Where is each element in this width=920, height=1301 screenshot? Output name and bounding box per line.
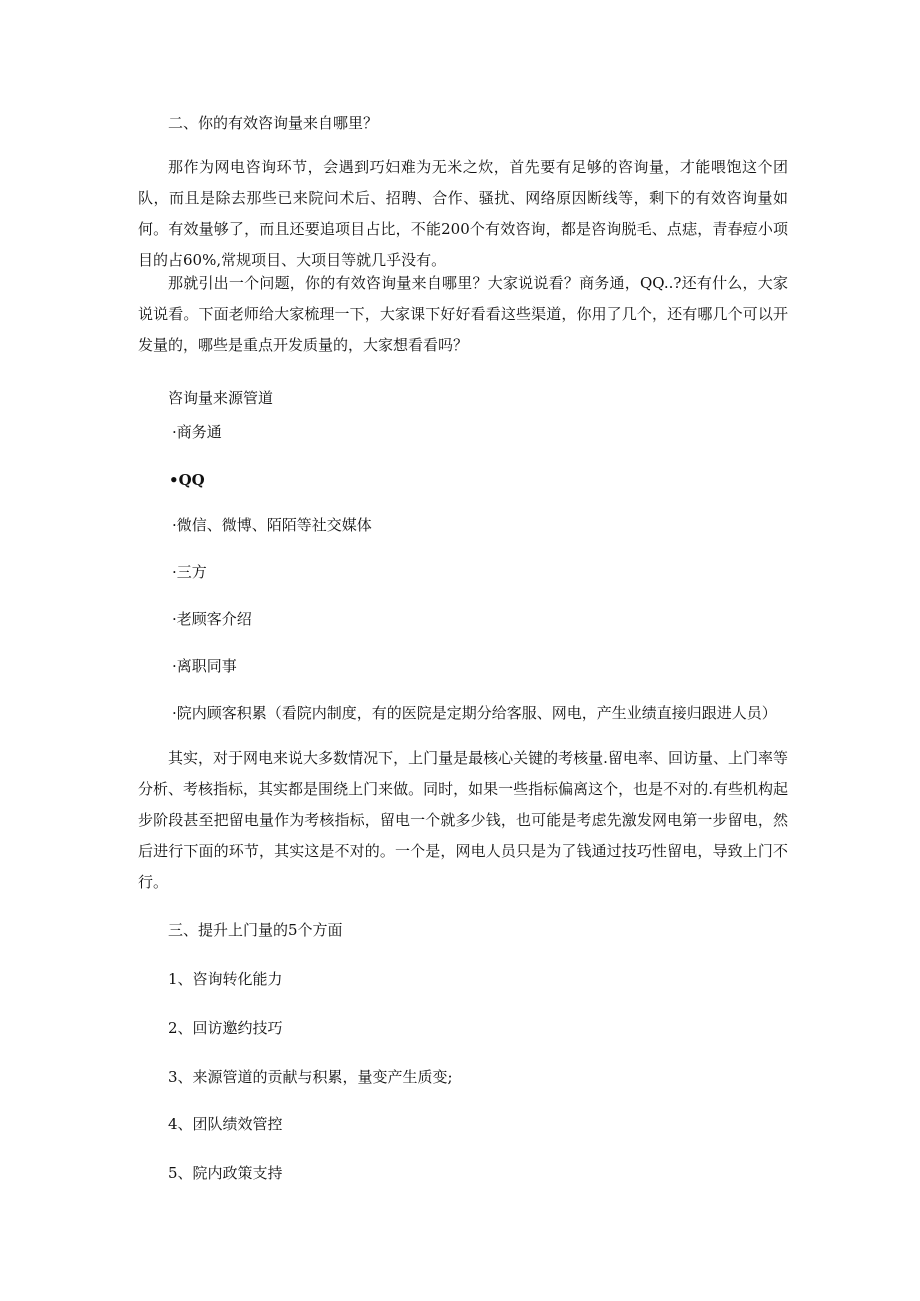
paragraph-consult-volume: 那作为网电咨询环节，会遇到巧妇难为无米之炊，首先要有足够的咨询量，才能喂饱这个团队，而且是除去那些已来院问术后、招聘、合作、骚扰、网络原因断线等，剩下的有效咨询量如何。有效量够了，而且还要追项目占比，不能200个有效咨询，都是咨询脱毛、点痣，青春痘小项目的占60%,常规项目、大项目等就几乎没有。 bbox=[138, 158, 788, 269]
channel-item-shangwutong: ·商务通 bbox=[172, 423, 222, 441]
paragraph-visit-metric: 其实，对于网电来说大多数情况下，上门量是最核心关键的考核量.留电率、回访量、上门率等分析、考核指标，其实都是围绕上门来做。同时，如果一些指标偏离这个，也是不对的.有些机构起步阶段甚至把留电量作为考核指标，留电一个就多少钱，也可能是考虑先激发网电第一步留电，然后进行下面的环节，其实这是不对的。一个是，网电人员只是为了钱通过技巧性留电，导致上门不行。 bbox=[138, 749, 788, 891]
channel-item-referral: ·老顾客介绍 bbox=[172, 610, 252, 628]
improvement-item-3: 3、来源管道的贡献与积累，量变产生质变; bbox=[168, 1068, 453, 1086]
improvement-item-4: 4、团队绩效管控 bbox=[168, 1115, 283, 1133]
channel-item-social-media: ·微信、微博、陌陌等社交媒体 bbox=[172, 516, 372, 534]
channel-item-qq: •QQ bbox=[169, 471, 205, 489]
paragraph-source-question: 那就引出一个问题，你的有效咨询量来自哪里？大家说说看？商务通，QQ..?还有什么，大家说说看。下面老师给大家梳理一下，大家课下好好看看这些渠道，你用了几个，还有哪几个可以开发量的，哪些是重点开发质量的，大家想看看吗？ bbox=[138, 274, 788, 354]
channel-item-third-party: ·三方 bbox=[172, 563, 207, 581]
section-heading-2: 二、你的有效咨询量来自哪里？ bbox=[168, 114, 379, 132]
section-heading-3: 三、提升上门量的5个方面 bbox=[168, 921, 343, 939]
improvement-item-2: 2、回访邀约技巧 bbox=[168, 1019, 283, 1037]
improvement-item-1: 1、咨询转化能力 bbox=[168, 970, 283, 988]
channel-item-in-hospital: ·院内顾客积累（看院内制度，有的医院是定期分给客服、网电，产生业绩直接归跟进人员） bbox=[172, 704, 777, 722]
channel-item-former-colleagues: ·离职同事 bbox=[172, 657, 237, 675]
improvement-item-5: 5、院内政策支持 bbox=[168, 1164, 283, 1182]
channels-title: 咨询量来源管道 bbox=[168, 389, 274, 407]
